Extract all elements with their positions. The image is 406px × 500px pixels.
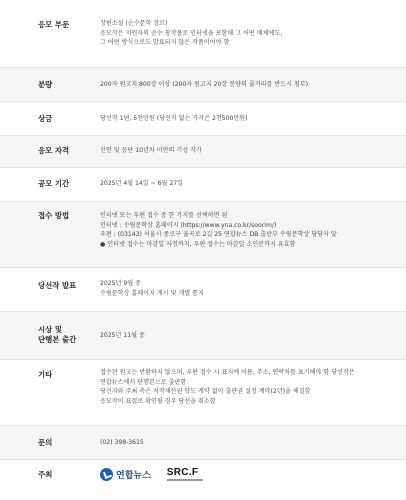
row-content bbox=[100, 19, 398, 48]
content-line: 응모작이 표절로 확인될 경우 당선을 취소함 bbox=[100, 397, 216, 405]
content-line: 연합뉴스에서 단행본으로 출판함 bbox=[100, 378, 187, 386]
content-line: 신인 및 등단 10년차 미만의 기성 작가 bbox=[100, 147, 202, 154]
row-label: 분량 bbox=[38, 80, 53, 89]
row-content bbox=[100, 279, 398, 298]
label-line: 단행본 출간 bbox=[38, 335, 77, 344]
row-eligibility bbox=[0, 136, 406, 168]
contact-phone: (02) 398-3615 bbox=[100, 439, 144, 446]
row-length bbox=[0, 68, 406, 102]
row-period bbox=[0, 168, 406, 202]
sponsor-name: SRC.F bbox=[166, 467, 199, 478]
row-label: 주최 bbox=[38, 470, 53, 479]
row-category bbox=[0, 0, 406, 68]
row-content bbox=[100, 114, 398, 124]
row-content bbox=[100, 146, 398, 156]
content-line: 그 어떤 방식으로도 발표되지 않은 작품이어야 함 bbox=[100, 39, 230, 47]
src-foundation-logo bbox=[167, 467, 203, 481]
row-label: 상금 bbox=[38, 114, 53, 123]
content-line: 2025년 9월 중 bbox=[100, 280, 141, 287]
content-line: 응모작은 지원자의 순수 창작물로 인터넷을 포함해 그 어떤 매체에도, bbox=[100, 29, 283, 37]
row-label: 문의 bbox=[38, 438, 53, 447]
row-other bbox=[0, 360, 406, 426]
content-line: 장편소설 (순수문학 장르) bbox=[100, 20, 168, 27]
content-line: ● 인터넷 접수는 마감일 자정까지, 우편 접수는 마감일 소인분까지 유효함 bbox=[100, 240, 296, 248]
row-content bbox=[100, 368, 398, 406]
row-announcement bbox=[0, 268, 406, 312]
row-content bbox=[100, 179, 398, 189]
row-label: 당선작 발표 bbox=[38, 281, 77, 290]
row-label: 접수 방법 bbox=[38, 211, 70, 220]
yonhap-logo bbox=[100, 468, 151, 481]
content-line: 접수된 원고는 반환하지 않으며, 우편 접수 시 표지에 이름, 주소, 연락처를 표기해야 함 당선작은 bbox=[100, 369, 355, 376]
row-submission bbox=[0, 202, 406, 268]
row-prize bbox=[0, 102, 406, 136]
row-content bbox=[100, 211, 398, 249]
row-content bbox=[100, 331, 398, 341]
row-inquiry bbox=[0, 426, 406, 460]
sponsor-logos bbox=[100, 467, 203, 481]
content-line: 우편 : (03143) 서울시 종로구 율곡로 2길 25 연합뉴스 DB.출판부 수림문학상 담당자 앞 bbox=[100, 231, 337, 239]
content-line: 당선작 1편, 5천만원 (당선작 없는 가작은 2천500만원) bbox=[100, 115, 248, 122]
row-organizer bbox=[0, 460, 406, 500]
content-line: 2025년 11월 중 bbox=[100, 332, 145, 339]
content-line: 2025년 4월 14일 ~ 6월 27일 bbox=[100, 180, 183, 187]
content-line: 수림문학상 홈페이지 게시 및 개별 통지 bbox=[100, 289, 204, 297]
content-line: 인터넷 : 수림문학상 홈페이지 (https://www.yna.co.kr/soorim/) bbox=[100, 221, 277, 229]
sponsor-name: 연합뉴스 bbox=[116, 470, 151, 481]
content-line: 당선자와 주최 측은 저작재산권 양도 계약 없이 출판권 설정 계약(2년)을 체결함 bbox=[100, 388, 311, 396]
row-label: 공모 기간 bbox=[38, 179, 70, 188]
content-line: 200자 원고지 800장 이상 (200자 원고지 20장 분량의 줄거리를 반드시 첨부) bbox=[100, 81, 309, 88]
row-label: 기타 bbox=[38, 370, 53, 379]
label-line: 시상 및 bbox=[38, 325, 62, 334]
src-logo-underline-icon bbox=[167, 479, 203, 481]
row-content bbox=[100, 438, 398, 448]
yonhap-logo-mark-icon bbox=[100, 468, 113, 481]
row-label: 응모 부문 bbox=[38, 20, 70, 29]
row-content bbox=[100, 80, 398, 90]
row-label bbox=[38, 325, 76, 345]
content-line: 인터넷 또는 우편 접수 중 한 가지를 선택하면 됨 bbox=[100, 212, 228, 219]
row-award-publication bbox=[0, 312, 406, 360]
row-label: 응모 자격 bbox=[38, 146, 70, 155]
